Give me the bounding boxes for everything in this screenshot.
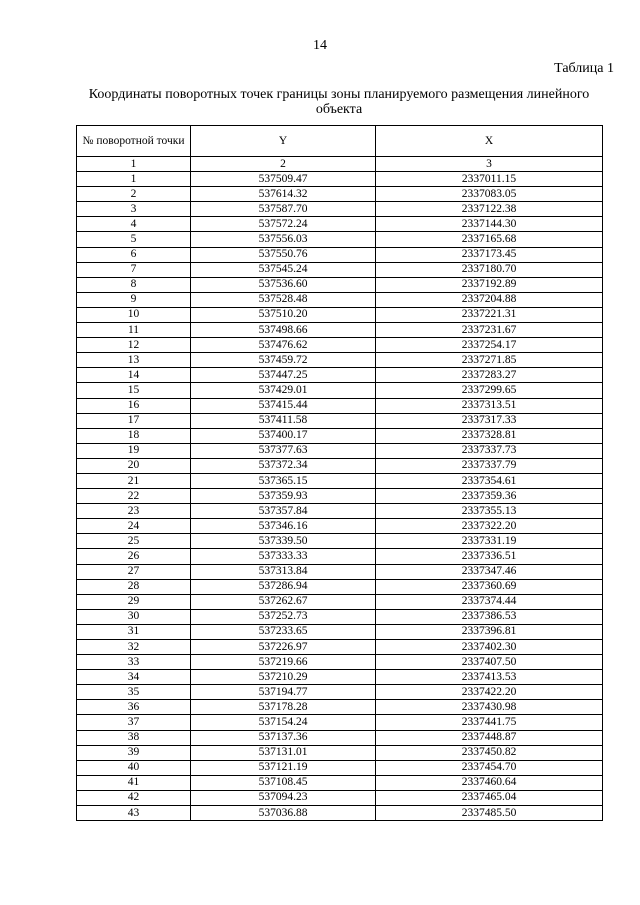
table-row [77,504,603,519]
table-row [77,700,603,715]
cell-x: 2337317.33 [376,413,603,428]
cell-point-number: 12 [77,338,191,353]
table-row [77,323,603,338]
table-row [77,775,603,790]
cell-y: 537614.32 [191,187,376,202]
cell-y: 537262.67 [191,594,376,609]
cell-point-number: 20 [77,458,191,473]
cell-point-number: 22 [77,489,191,504]
cell-y: 537545.24 [191,262,376,277]
column-number: 1 [77,157,191,172]
cell-y: 537556.03 [191,232,376,247]
cell-point-number: 15 [77,383,191,398]
cell-y: 537447.25 [191,368,376,383]
cell-y: 537411.58 [191,413,376,428]
table-row [77,745,603,760]
table-row [77,353,603,368]
cell-y: 537357.84 [191,504,376,519]
cell-point-number: 29 [77,594,191,609]
cell-y: 537178.28 [191,700,376,715]
table-row [77,806,603,821]
table-row [77,428,603,443]
table-row [77,398,603,413]
table-row [77,443,603,458]
cell-x: 2337331.19 [376,534,603,549]
cell-y: 537233.65 [191,624,376,639]
table-row [77,187,603,202]
cell-point-number: 21 [77,473,191,488]
cell-point-number: 41 [77,775,191,790]
cell-x: 2337254.17 [376,338,603,353]
cell-x: 2337359.36 [376,489,603,504]
cell-x: 2337454.70 [376,760,603,775]
cell-y: 537036.88 [191,806,376,821]
table-row [77,760,603,775]
table-row [77,202,603,217]
cell-y: 537359.93 [191,489,376,504]
table-row [77,640,603,655]
cell-y: 537400.17 [191,428,376,443]
cell-point-number: 14 [77,368,191,383]
cell-point-number: 3 [77,202,191,217]
cell-point-number: 30 [77,609,191,624]
header-y: Y [191,126,376,157]
table-row [77,232,603,247]
table-body [77,157,603,821]
page-number: 14 [313,38,327,53]
cell-y: 537313.84 [191,564,376,579]
cell-y: 537377.63 [191,443,376,458]
table-row [77,368,603,383]
cell-point-number: 40 [77,760,191,775]
table-caption: Координаты поворотных точек границы зоны планируемого размещения линейного объекта [88,87,590,117]
cell-x: 2337402.30 [376,640,603,655]
cell-x: 2337396.81 [376,624,603,639]
cell-y: 537536.60 [191,277,376,292]
cell-y: 537346.16 [191,519,376,534]
cell-y: 537154.24 [191,715,376,730]
cell-y: 537333.33 [191,549,376,564]
table-row [77,489,603,504]
cell-x: 2337313.51 [376,398,603,413]
cell-y: 537429.01 [191,383,376,398]
cell-point-number: 28 [77,579,191,594]
cell-y: 537210.29 [191,670,376,685]
table-row [77,624,603,639]
cell-x: 2337460.64 [376,775,603,790]
cell-y: 537108.45 [191,775,376,790]
cell-x: 2337283.27 [376,368,603,383]
cell-x: 2337386.53 [376,609,603,624]
cell-y: 537550.76 [191,247,376,262]
table-row [77,685,603,700]
cell-x: 2337485.50 [376,806,603,821]
column-number: 3 [376,157,603,172]
cell-point-number: 18 [77,428,191,443]
cell-x: 2337413.53 [376,670,603,685]
table-row [77,262,603,277]
cell-point-number: 37 [77,715,191,730]
cell-x: 2337337.73 [376,443,603,458]
cell-x: 2337231.67 [376,323,603,338]
table-row [77,730,603,745]
table-row [77,790,603,805]
cell-point-number: 16 [77,398,191,413]
cell-point-number: 33 [77,655,191,670]
table-row [77,670,603,685]
table-row [77,473,603,488]
table-row [77,172,603,187]
table-row [77,413,603,428]
cell-y: 537219.66 [191,655,376,670]
cell-y: 537365.15 [191,473,376,488]
cell-x: 2337354.61 [376,473,603,488]
table-label: Таблица 1 [554,61,614,76]
cell-point-number: 6 [77,247,191,262]
table-row [77,383,603,398]
cell-point-number: 2 [77,187,191,202]
cell-y: 537121.19 [191,760,376,775]
cell-y: 537137.36 [191,730,376,745]
table-row [77,579,603,594]
cell-point-number: 32 [77,640,191,655]
table-row [77,564,603,579]
cell-x: 2337180.70 [376,262,603,277]
table-row [77,594,603,609]
column-number-row [77,157,603,172]
cell-y: 537510.20 [191,307,376,322]
cell-point-number: 27 [77,564,191,579]
cell-y: 537226.97 [191,640,376,655]
cell-x: 2337337.79 [376,458,603,473]
cell-x: 2337360.69 [376,579,603,594]
cell-y: 537131.01 [191,745,376,760]
cell-y: 537509.47 [191,172,376,187]
header-point-number: № поворотной точки [77,126,191,157]
cell-x: 2337144.30 [376,217,603,232]
cell-x: 2337083.05 [376,187,603,202]
cell-point-number: 31 [77,624,191,639]
cell-y: 537194.77 [191,685,376,700]
cell-point-number: 9 [77,292,191,307]
cell-x: 2337328.81 [376,428,603,443]
table-row [77,307,603,322]
cell-point-number: 19 [77,443,191,458]
coordinates-table [76,125,603,821]
cell-point-number: 34 [77,670,191,685]
cell-y: 537252.73 [191,609,376,624]
cell-point-number: 39 [77,745,191,760]
cell-x: 2337430.98 [376,700,603,715]
cell-point-number: 7 [77,262,191,277]
cell-point-number: 43 [77,806,191,821]
cell-point-number: 35 [77,685,191,700]
table-row [77,655,603,670]
cell-point-number: 26 [77,549,191,564]
cell-point-number: 8 [77,277,191,292]
cell-x: 2337465.04 [376,790,603,805]
cell-point-number: 13 [77,353,191,368]
cell-point-number: 25 [77,534,191,549]
cell-point-number: 42 [77,790,191,805]
column-number: 2 [191,157,376,172]
table-row [77,338,603,353]
cell-point-number: 1 [77,172,191,187]
cell-point-number: 5 [77,232,191,247]
table-row [77,217,603,232]
cell-point-number: 36 [77,700,191,715]
cell-y: 537415.44 [191,398,376,413]
cell-x: 2337011.15 [376,172,603,187]
cell-point-number: 10 [77,307,191,322]
cell-x: 2337407.50 [376,655,603,670]
cell-x: 2337355.13 [376,504,603,519]
cell-x: 2337347.46 [376,564,603,579]
cell-y: 537339.50 [191,534,376,549]
cell-y: 537286.94 [191,579,376,594]
cell-y: 537476.62 [191,338,376,353]
table-row [77,247,603,262]
table-row [77,549,603,564]
cell-x: 2337322.20 [376,519,603,534]
cell-point-number: 38 [77,730,191,745]
table-row [77,277,603,292]
table-row [77,534,603,549]
cell-y: 537094.23 [191,790,376,805]
cell-point-number: 23 [77,504,191,519]
table-row [77,292,603,307]
table-row [77,609,603,624]
cell-x: 2337450.82 [376,745,603,760]
cell-x: 2337374.44 [376,594,603,609]
cell-x: 2337336.51 [376,549,603,564]
header-x: X [376,126,603,157]
cell-y: 537459.72 [191,353,376,368]
cell-x: 2337299.65 [376,383,603,398]
cell-x: 2337122.38 [376,202,603,217]
cell-x: 2337271.85 [376,353,603,368]
cell-point-number: 24 [77,519,191,534]
table-row [77,458,603,473]
cell-y: 537498.66 [191,323,376,338]
cell-x: 2337441.75 [376,715,603,730]
cell-y: 537572.24 [191,217,376,232]
cell-x: 2337204.88 [376,292,603,307]
table-row [77,715,603,730]
cell-point-number: 11 [77,323,191,338]
cell-x: 2337422.20 [376,685,603,700]
cell-x: 2337165.68 [376,232,603,247]
cell-x: 2337173.45 [376,247,603,262]
cell-x: 2337192.89 [376,277,603,292]
cell-x: 2337221.31 [376,307,603,322]
cell-y: 537528.48 [191,292,376,307]
cell-point-number: 4 [77,217,191,232]
table-row [77,519,603,534]
cell-y: 537372.34 [191,458,376,473]
table-header-row [77,126,603,157]
cell-y: 537587.70 [191,202,376,217]
cell-point-number: 17 [77,413,191,428]
cell-x: 2337448.87 [376,730,603,745]
